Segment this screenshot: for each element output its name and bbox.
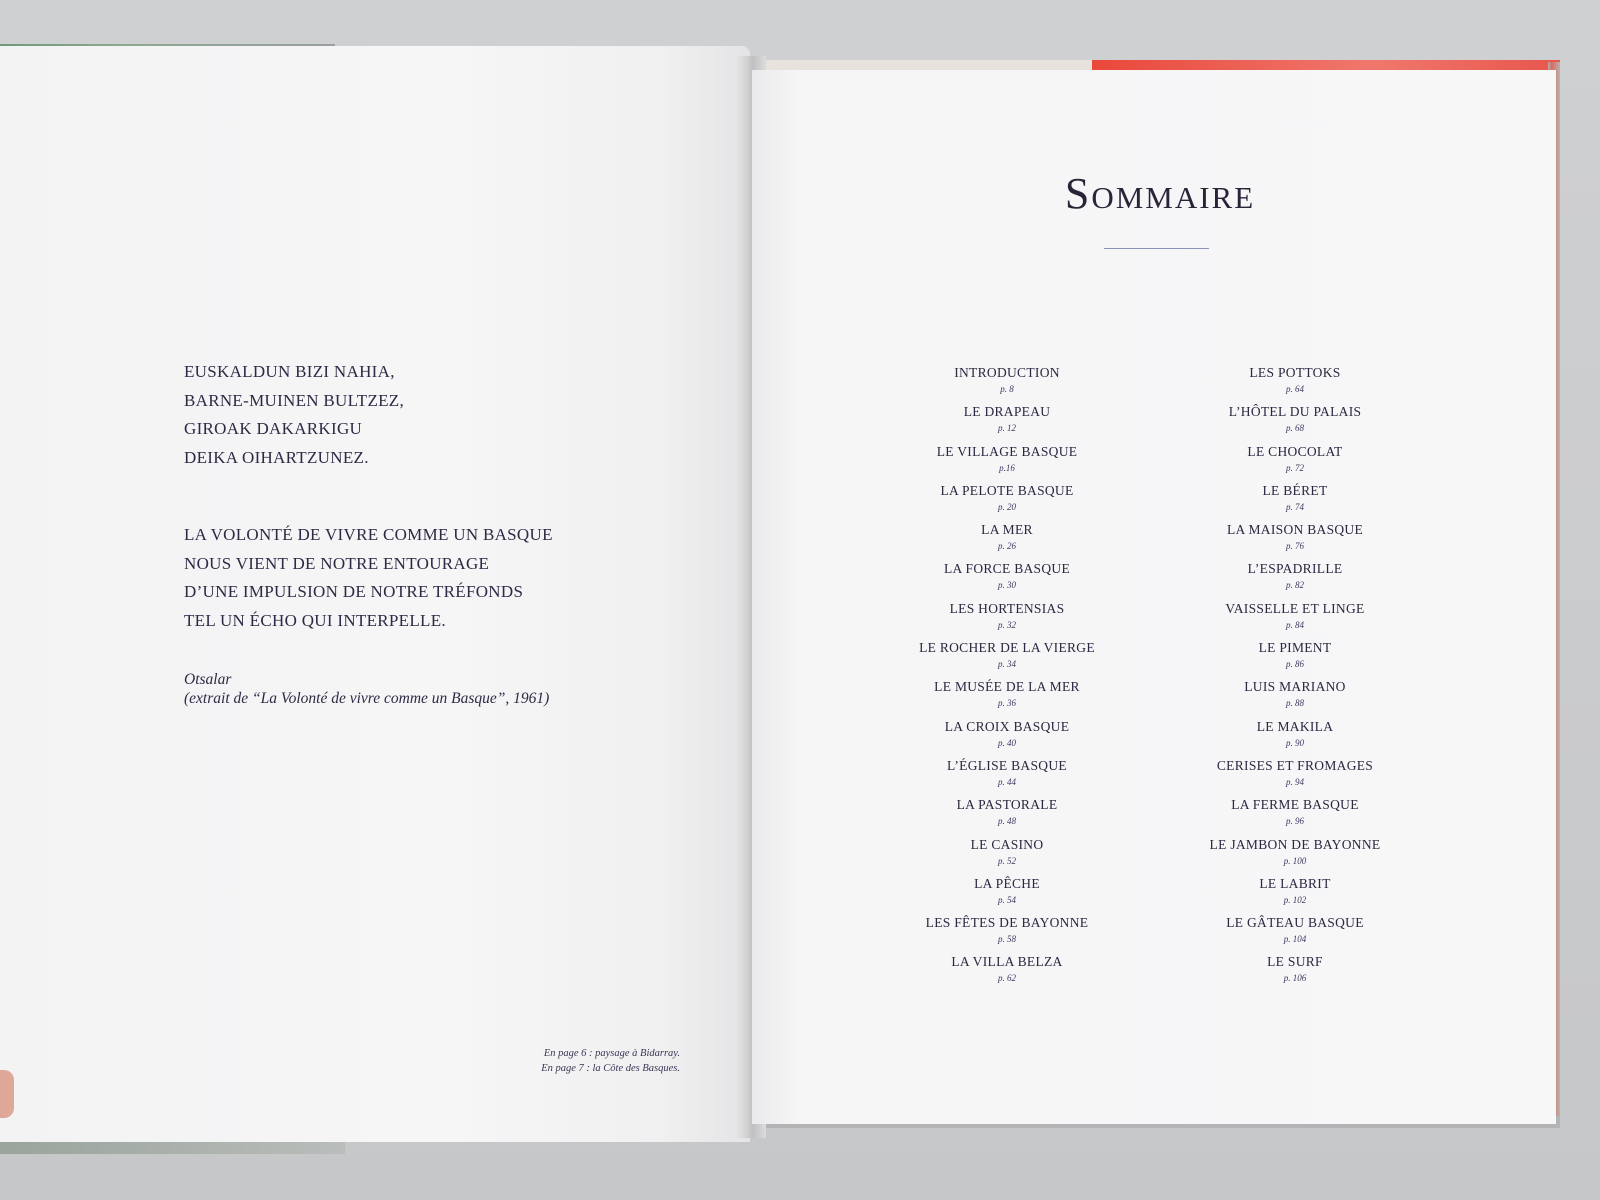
toc-column-right <box>1145 364 1445 993</box>
poem-line: EUSKALDUN BIZI NAHIA, <box>184 362 395 381</box>
toc-entry-title: L’HÔTEL DU PALAIS <box>1228 404 1362 420</box>
toc-entry-page: p. 20 <box>998 501 1016 512</box>
toc-entry-title: LA CROIX BASQUE <box>944 718 1070 734</box>
toc-entry-page: p. 76 <box>1286 541 1304 552</box>
toc-entry-title: LUIS MARIANO <box>1244 679 1346 695</box>
toc-entry-page: p. 86 <box>1286 659 1304 670</box>
toc-entry-title: LA FORCE BASQUE <box>943 561 1071 577</box>
toc-entry <box>857 482 1157 521</box>
toc-entry <box>1145 560 1445 599</box>
poem-line: TEL UN ÉCHO QUI INTERPELLE. <box>184 610 446 630</box>
caption-line: En page 7 : la Côte des Basques. <box>541 1063 680 1074</box>
toc-entry-page: p. 72 <box>1286 462 1304 473</box>
toc-entry-page: p. 30 <box>998 580 1016 591</box>
toc-entry <box>857 600 1157 639</box>
toc-entry-page: p. 40 <box>998 737 1016 748</box>
poem-line: NOUS VIENT DE NOTRE ENTOURAGE <box>184 553 490 573</box>
toc-entry-page: p. 36 <box>998 698 1016 709</box>
toc-entry-title: LES HORTENSIAS <box>949 600 1065 616</box>
poem-line: LA VOLONTÉ DE VIVRE COMME UN BASQUE <box>184 525 553 544</box>
poem-line: DEIKA OIHARTZUNEZ. <box>184 447 369 467</box>
toc-entry-page: p. 62 <box>998 973 1016 984</box>
toc-entry-title: LA FERME BASQUE <box>1231 797 1359 813</box>
toc-entry-page: p. 82 <box>1286 580 1304 591</box>
toc-entry <box>857 953 1157 992</box>
toc-column-left <box>857 364 1157 993</box>
toc-entry-page: p. 54 <box>998 894 1016 905</box>
toc-entry-page: p. 32 <box>998 619 1016 630</box>
toc-entry-title: LES POTTOKS <box>1249 365 1341 380</box>
toc-entry-title: LE ROCHER DE LA VIERGE <box>919 640 1095 656</box>
toc-entry-page: p. 58 <box>998 934 1016 945</box>
toc-entry-title: LE CASINO <box>970 836 1044 852</box>
photo-caption <box>480 1046 680 1076</box>
poem-basque <box>184 362 604 476</box>
toc-entry <box>857 796 1157 835</box>
poem-attribution <box>184 670 604 708</box>
toc-entry-title: LA MER <box>981 522 1033 538</box>
toc-entry <box>857 678 1157 717</box>
poem-line: D’UNE IMPULSION DE NOTRE TRÉFONDS <box>184 582 524 601</box>
toc-entry-title: CERISES ET FROMAGES <box>1216 757 1374 773</box>
toc-entry-title: LE JAMBON DE BAYONNE <box>1209 836 1381 852</box>
toc-entry <box>857 639 1157 678</box>
toc-entry-page: p. 102 <box>1283 894 1307 905</box>
toc-entry-title: L’ESPADRILLE <box>1247 561 1343 577</box>
title-divider <box>1104 248 1209 249</box>
toc-entry-title: LE DRAPEAU <box>963 404 1051 420</box>
toc-entry-title: LE MAKILA <box>1256 718 1334 734</box>
toc-entry-page: p. 44 <box>998 776 1016 787</box>
toc-entry <box>1145 796 1445 835</box>
poem-line: GIROAK DAKARKIGU <box>184 419 363 438</box>
toc-entry <box>1145 443 1445 482</box>
toc-entry <box>1145 403 1445 442</box>
toc-entry-title: LA PASTORALE <box>956 797 1058 813</box>
toc-entry <box>1145 953 1445 992</box>
toc-entry-page: p. 94 <box>1286 776 1304 787</box>
toc-entry-page: p. 26 <box>998 541 1016 552</box>
toc-entry <box>857 364 1157 403</box>
toc-entry <box>857 560 1157 599</box>
toc-entry <box>1145 718 1445 757</box>
toc-entry <box>1145 757 1445 796</box>
toc-entry-title: LE CHOCOLAT <box>1247 443 1343 459</box>
toc-entry-title: LE GÂTEAU BASQUE <box>1226 915 1364 931</box>
toc-entry-page: p. 68 <box>1286 423 1304 434</box>
toc-entry-title: LES FÊTES DE BAYONNE <box>925 915 1089 931</box>
toc-entry-title: LE VILLAGE BASQUE <box>936 443 1078 459</box>
toc-entry-title: LA MAISON BASQUE <box>1226 522 1364 538</box>
toc-entry-title: LA VILLA BELZA <box>951 954 1063 970</box>
toc-entry <box>857 757 1157 796</box>
toc-entry-page: p. 34 <box>998 659 1016 670</box>
toc-entry-page: p. 74 <box>1286 501 1304 512</box>
poem-author: Otsalar <box>184 671 232 688</box>
toc-entry <box>1145 521 1445 560</box>
toc-entry-page: p. 104 <box>1283 934 1307 945</box>
toc-entry-page: p. 8 <box>1000 384 1014 394</box>
toc-entry-title: L’ÉGLISE BASQUE <box>947 757 1067 773</box>
toc-entry <box>857 836 1157 875</box>
toc-entry-title: LE PIMENT <box>1258 640 1332 656</box>
toc-entry-title: LA PELOTE BASQUE <box>940 482 1074 498</box>
toc-entry <box>857 521 1157 560</box>
toc-entry <box>857 914 1157 953</box>
thumb <box>0 1070 14 1118</box>
toc-entry <box>1145 678 1445 717</box>
caption-line: En page 6 : paysage à Bidarray. <box>543 1048 680 1059</box>
toc-entry-title: LE BÉRET <box>1262 482 1328 498</box>
toc-entry-page: p. 96 <box>1286 816 1304 827</box>
toc-entry <box>1145 482 1445 521</box>
toc-entry-page: p. 84 <box>1286 619 1304 630</box>
toc-entry <box>857 875 1157 914</box>
toc-entry-page: p. 100 <box>1283 855 1307 866</box>
toc-entry-page: p. 106 <box>1283 973 1307 984</box>
poem-french <box>184 525 604 639</box>
toc-entry-title: LE SURF <box>1267 954 1323 970</box>
toc-entry-page: p. 64 <box>1286 384 1304 394</box>
toc-entry <box>1145 836 1445 875</box>
toc-entry-title: VAISSELLE ET LINGE <box>1225 600 1365 616</box>
poem-source: (extrait de “La Volonté de vivre comme un Basque”, 1961) <box>184 690 550 707</box>
toc-entry <box>1145 364 1445 403</box>
toc-entry-page: p. 12 <box>998 423 1016 434</box>
toc-entry-title: INTRODUCTION <box>954 365 1060 380</box>
toc-entry-page: p. 48 <box>998 816 1016 827</box>
toc-entry <box>1145 914 1445 953</box>
toc-entry-page: p.16 <box>999 462 1015 473</box>
toc-entry-title: LE MUSÉE DE LA MER <box>934 679 1080 695</box>
toc-entry-page: p. 90 <box>1286 737 1304 748</box>
toc-entry <box>857 403 1157 442</box>
toc-entry <box>1145 639 1445 678</box>
toc-entry <box>1145 875 1445 914</box>
toc-entry-title: LE LABRIT <box>1259 875 1331 891</box>
toc-entry <box>857 443 1157 482</box>
toc-entry <box>1145 600 1445 639</box>
page-title: Sommaire <box>1064 169 1256 218</box>
toc-entry-page: p. 88 <box>1286 698 1304 709</box>
toc-entry-page: p. 52 <box>998 855 1016 866</box>
poem-line: BARNE-MUINEN BULTZEZ, <box>184 390 405 410</box>
toc-entry-title: LA PÊCHE <box>974 875 1040 891</box>
toc-entry <box>857 718 1157 757</box>
